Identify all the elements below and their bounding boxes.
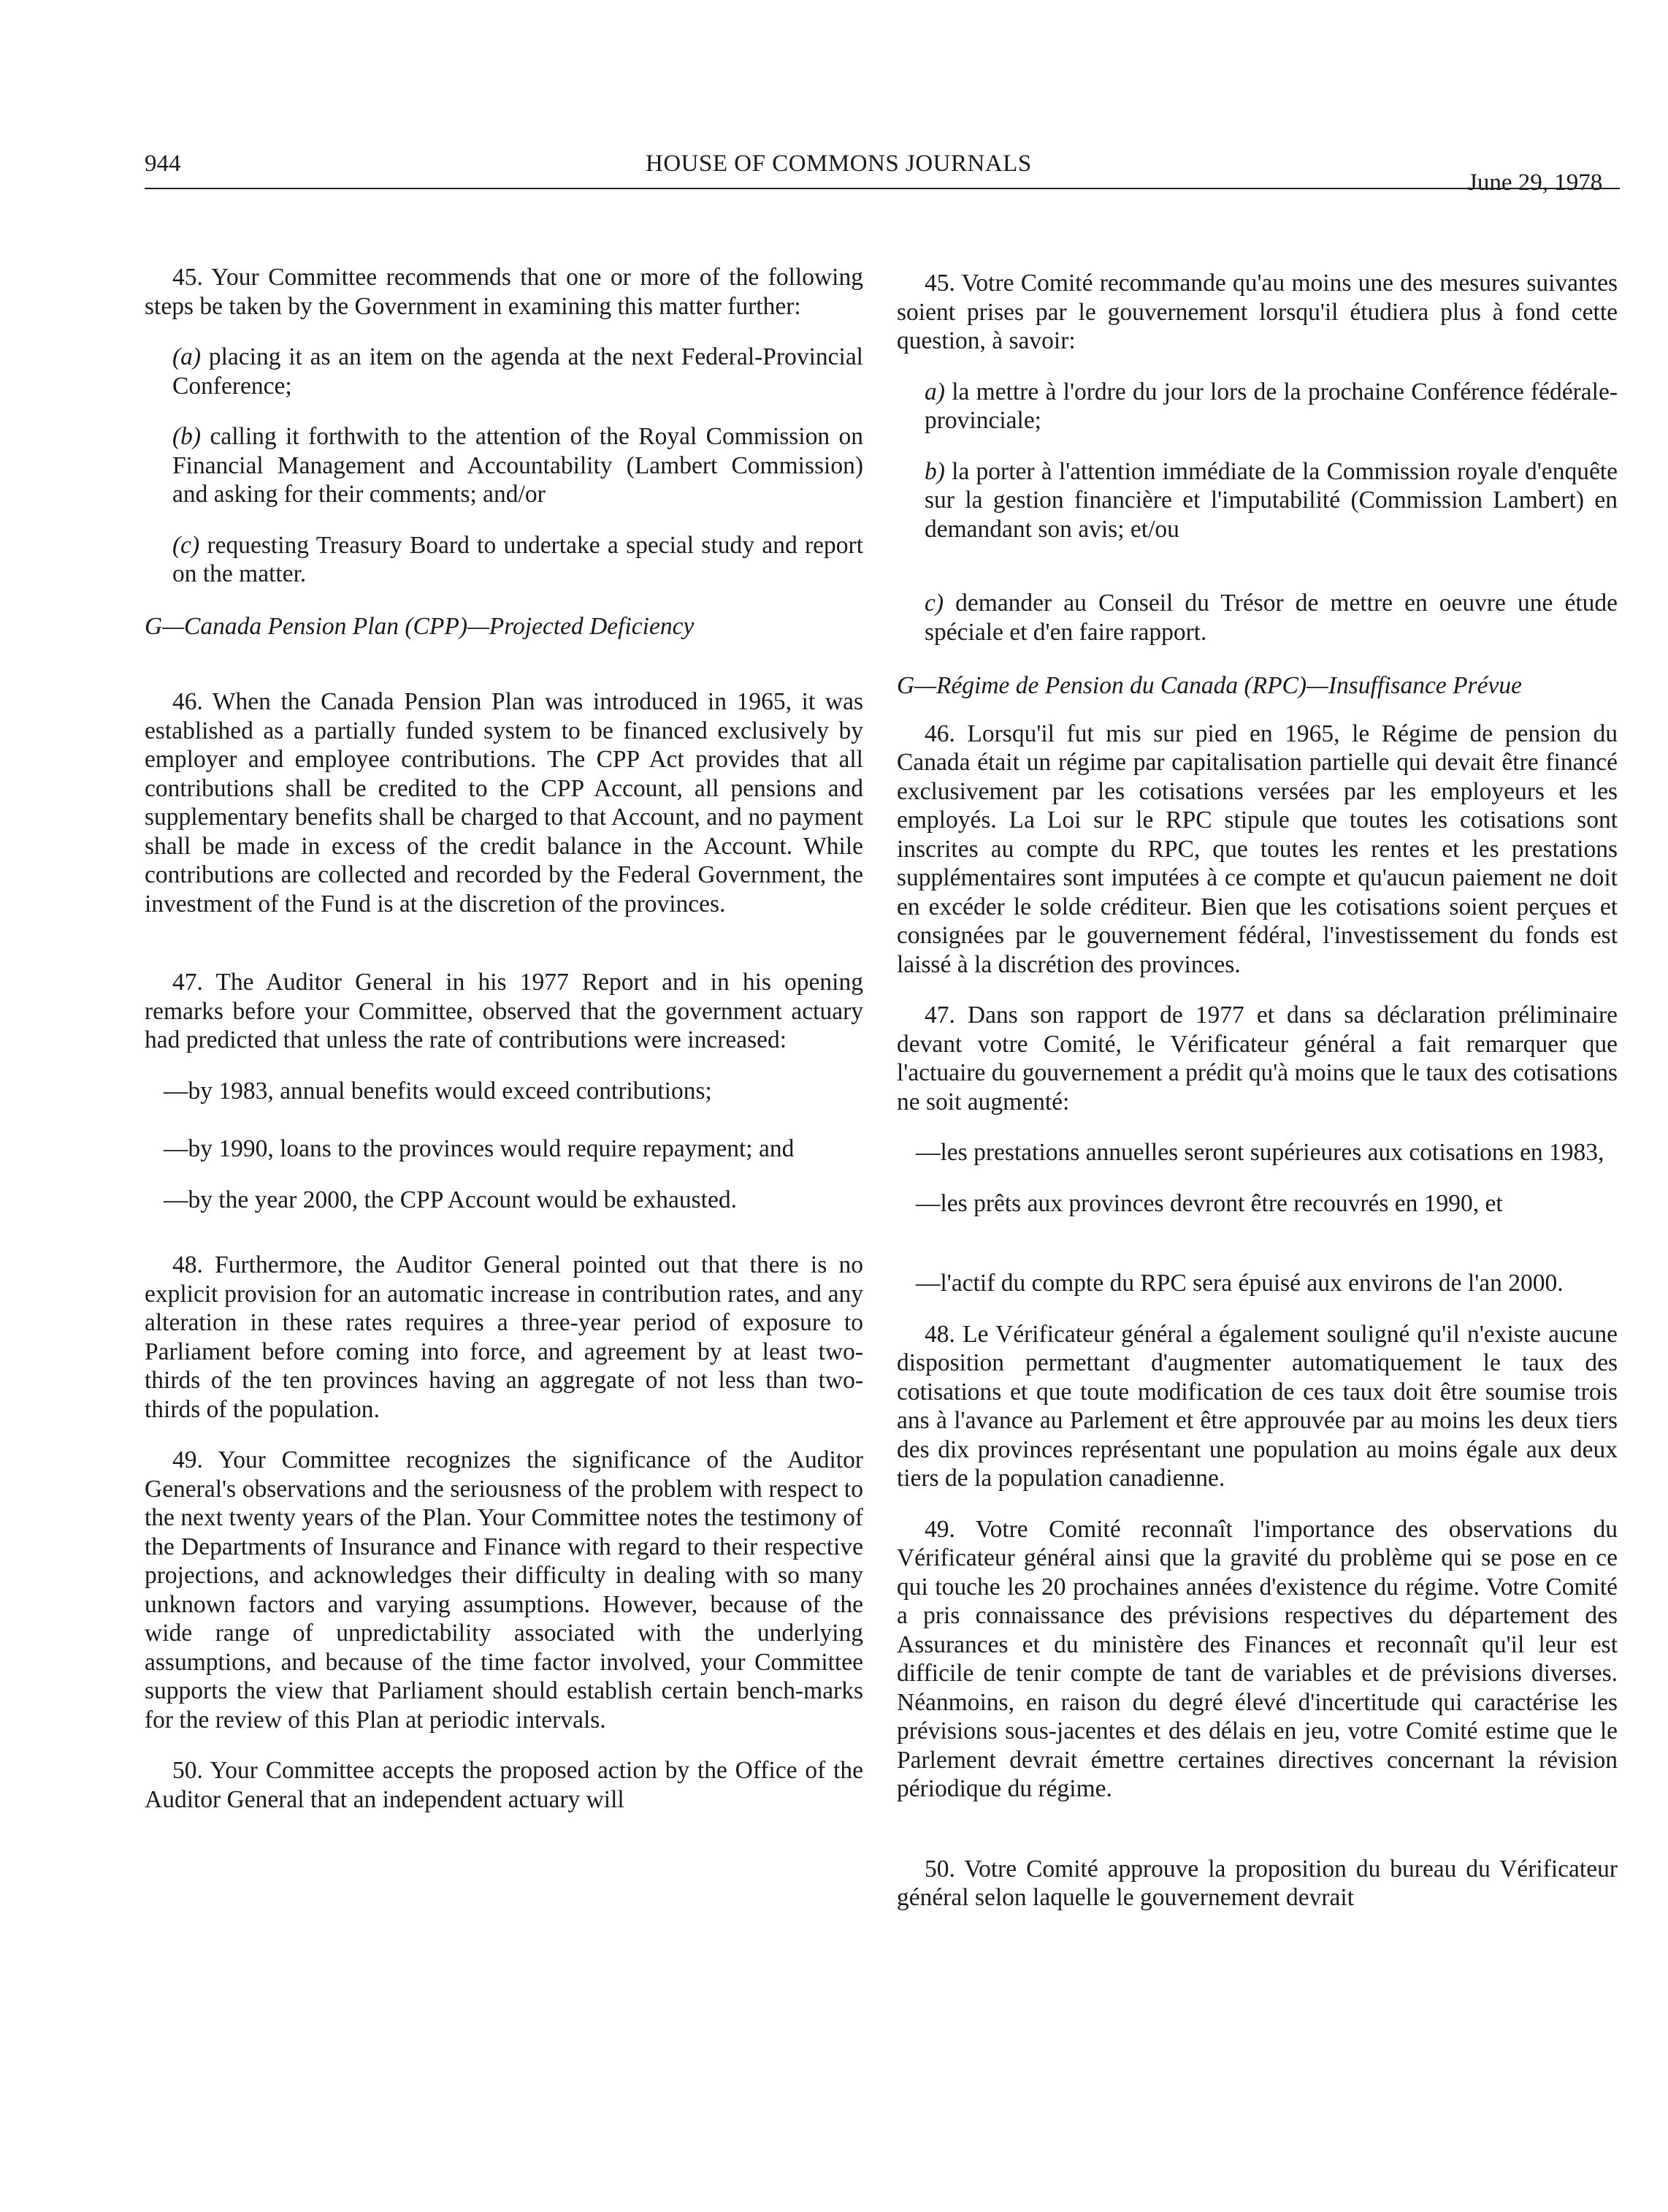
para-47-intro: 47. The Auditor General in his 1977 Report and in his opening remarks before your Committee, observed that the government actuary had predicted that unless the rate of contributions were increased: [145, 969, 863, 1053]
para-45-item-a [172, 343, 863, 400]
para-47-dash-2: —by 1990, loans to the provinces would require repayment; and [164, 1135, 795, 1162]
item-c-label-fr: c) [925, 590, 944, 617]
header-rule [145, 188, 1620, 189]
para-47-dash-3: —by the year 2000, the CPP Account would be exhausted. [164, 1186, 737, 1213]
para-49: 49. Your Committee recognizes the significance of the Auditor General's observations and the seriousness of the problem with respect to the next twenty years of the Plan. Your Committee notes the testimony of the Departments of Insurance and Finance with regard to their respective projections, and acknowledges their difficulty in dealing with so many unknown factors and varying assumptions. However, because of the wide range of unpredictability associated with the underlying assumptions, and because of the time factor involved, your Committee supports the view that Parliament should establish certain bench-marks for the review of this Plan at periodic intervals. [145, 1446, 863, 1734]
item-c-text-fr: demander au Conseil du Trésor de mettre en oeuvre une étude spéciale et d'en faire rapport. [925, 590, 1618, 646]
para-45-item-b-fr [925, 457, 1618, 544]
para-45-intro: 45. Your Committee recommends that one or more of the following steps be taken by the Government in examining this matter further: [145, 264, 863, 320]
para-47-dash-1: —by 1983, annual benefits would exceed contributions; [164, 1077, 712, 1105]
para-47-intro-fr: 47. Dans son rapport de 1977 et dans sa déclaration préliminaire devant votre Comité, le Vérificateur général a fait remarquer que l'actuaire du gouvernement a prédit qu'à moins que le taux des cotisations ne soit augmenté: [897, 1002, 1618, 1115]
page-number: 944 [145, 150, 181, 177]
para-45-item-a-fr [925, 378, 1618, 435]
section-heading-g: G—Canada Pension Plan (CPP)—Projected Deficiency [145, 612, 695, 640]
item-b-text-fr: la porter à l'attention immédiate de la Commission royale d'enquête sur la gestion financière et l'imputabilité (Commission Lambert) en demandant son avis; et/ou [925, 457, 1618, 543]
para-45-item-c [172, 531, 863, 589]
para-45-item-b [172, 422, 863, 509]
para-45-intro-fr: 45. Votre Comité recommande qu'au moins une des mesures suivantes soient prises par le gouvernement lorsqu'il étudiera plus à fond cette question, à savoir: [897, 270, 1618, 354]
para-47-dash-2-fr: —les prêts aux provinces devront être recouvrés en 1990, et [916, 1189, 1503, 1217]
item-a-text-fr: la mettre à l'ordre du jour lors de la prochaine Conférence fédérale-provinciale; [925, 378, 1618, 434]
item-a-label: (a) [172, 343, 202, 370]
item-b-label-fr: b) [925, 457, 945, 485]
para-45-item-c-fr [925, 589, 1618, 647]
item-a-text: placing it as an item on the agenda at the next Federal-Provincial Conference; [172, 343, 863, 400]
para-49-fr: 49. Votre Comité reconnaît l'importance des observations du Vérificateur général ainsi que la gravité du problème qui se pose en ce qui touche les 20 prochaines années d'existence du régime. Votre Comité a pris connaissance des prévisions respectives du département des Assurances et du ministère des Finances et reconnaît qu'il leur est difficile de tenir compte de tant de variables et de prévisions diverses. Néanmoins, en raison du degré élevé d'incertitude qui caractérise les prévisions sous-jacentes et des délais en jeu, votre Comité estime que le Parlement devrait émettre certaines directives concernant la révision périodique du régime. [897, 1515, 1618, 1802]
item-c-text: requesting Treasury Board to undertake a special study and report on the matter. [172, 531, 863, 587]
journal-title: HOUSE OF COMMONS JOURNALS [646, 150, 1032, 177]
para-48-fr: 48. Le Vérificateur général a également souligné qu'il n'existe aucune disposition permettant d'augmenter automatiquement le taux des cotisations et que toute modification de ces taux doit être soumise trois ans à l'avance au Parlement et être approuvée par au moins les deux tiers des dix provinces représentant une population au moins égale aux deux tiers de la population canadienne. [897, 1320, 1618, 1492]
para-48: 48. Furthermore, the Auditor General pointed out that there is no explicit provision for an automatic increase in contribution rates, and any alteration in these rates requires a three-year period of exposure to Parliament before coming into force, and agreement by at least two-thirds of the ten provinces having an aggregate of not less than two-thirds of the population. [145, 1251, 863, 1423]
item-b-label: (b) [172, 423, 202, 450]
para-46-fr: 46. Lorsqu'il fut mis sur pied en 1965, le Régime de pension du Canada était un régime par capitalisation partielle qui devait être financé exclusivement par les cotisations versées par les employeurs et les employés. La Loi sur le RPC stipule que toutes les cotisations sont inscrites au compte du RPC, que toutes les rentes et les prestations supplémentaires sont imputées à ce compte et qu'aucun paiement ne doit en excéder le solde créditeur. Bien que les cotisations soient perçues et consignées par le gouvernement fédéral, l'investissement du fonds est laissé à la discrétion des provinces. [897, 720, 1618, 978]
para-50: 50. Your Committee accepts the proposed action by the Office of the Auditor General that an independent actuary will [145, 1757, 863, 1813]
english-column [145, 263, 863, 1814]
para-47-dash-1-fr: —les prestations annuelles seront supérieures aux cotisations en 1983, [916, 1139, 1604, 1166]
item-b-text: calling it forthwith to the attention of the Royal Commission on Financial Management and Accountability (Lambert Commission) and asking for their comments; and/or [172, 423, 863, 508]
item-a-label-fr: a) [925, 378, 945, 405]
page-date: June 29, 1978 [1468, 169, 1603, 196]
french-column [897, 263, 1618, 1912]
para-46: 46. When the Canada Pension Plan was introduced in 1965, it was established as a partially funded system to be financed exclusively by employer and employee contributions. The CPP Act provides that all contributions shall be credited to the CPP Account, all pensions and supplementary benefits shall be charged to that Account, and no payment shall be made in excess of the credit balance in the Account. While contributions are collected and recorded by the Federal Government, the investment of the Fund is at the discretion of the provinces. [145, 688, 863, 918]
para-47-dash-3-fr: —l'actif du compte du RPC sera épuisé aux environs de l'an 2000. [916, 1270, 1564, 1297]
item-c-label: (c) [172, 531, 200, 559]
section-heading-g-fr: G—Régime de Pension du Canada (RPC)—Insuffisance Prévue [897, 672, 1522, 699]
para-50-fr: 50. Votre Comité approuve la proposition du bureau du Vérificateur général selon laquelle le gouvernement devrait [897, 1855, 1618, 1911]
